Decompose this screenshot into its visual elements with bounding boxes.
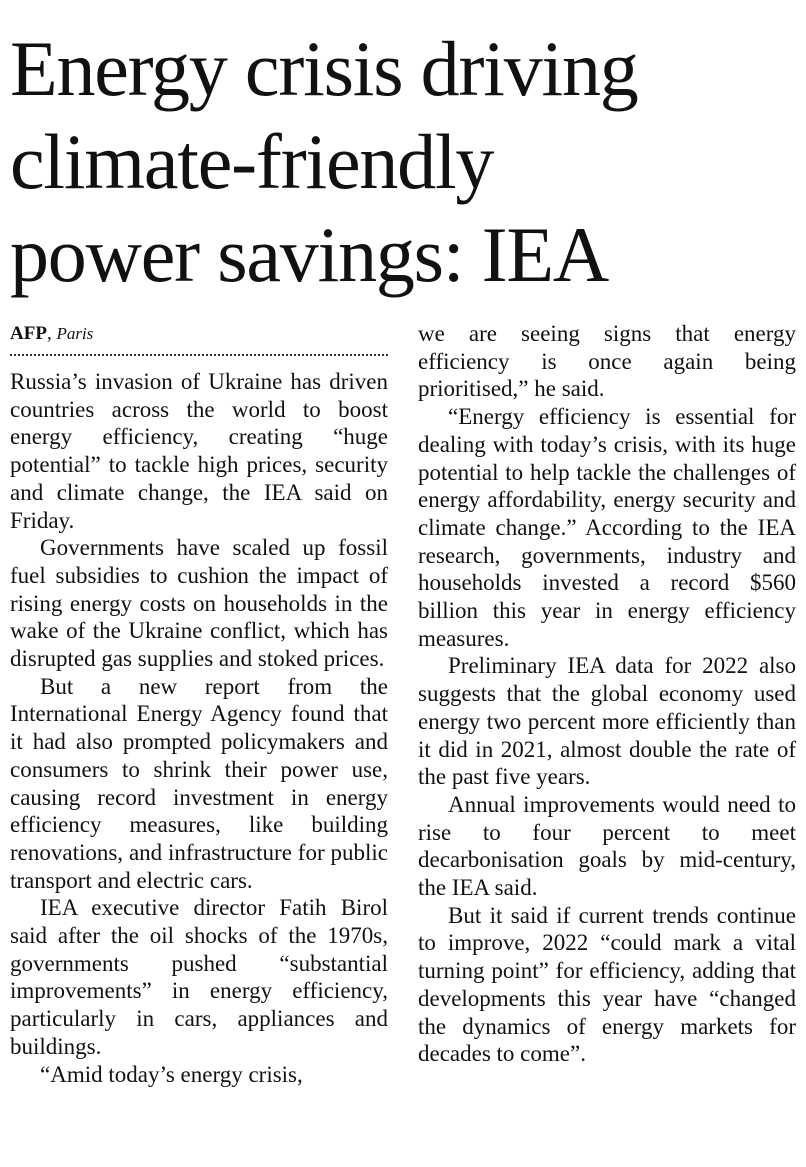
byline-agency: AFP <box>10 323 47 344</box>
article-paragraph: Russia’s invasion of Ukraine has driven countries across the world to boost energy efficiency, creating “huge potential” to tackle high prices, security and climate change, the IEA said on Friday. <box>10 369 388 533</box>
article-column-right <box>418 320 796 1068</box>
article-column-left <box>10 320 388 1088</box>
article-paragraph: Preliminary IEA data for 2022 also suggests that the global economy used energy two percent more efficiently than it did in 2021, almost double the rate of the past five years. <box>418 653 796 790</box>
article-paragraph: But it said if current trends continue to improve, 2022 “could mark a vital turning point” for efficiency, adding that developments this year have “changed the dynamics of energy markets for decades to come”. <box>418 902 796 1067</box>
byline-separator: , <box>46 323 57 344</box>
headline-line: power savings: IEA <box>10 211 608 298</box>
article-paragraph: Governments have scaled up fossil fuel subsidies to cushion the impact of rising energy costs on households in the wake of the Ukraine conflict, which has disrupted gas supplies and stoked prices. <box>10 535 388 672</box>
headline <box>10 22 800 301</box>
article-paragraph: Annual improvements would need to rise to four percent to meet decarbonisation goals by mid-century, the IEA said. <box>418 791 796 901</box>
article-paragraph: “Amid today’s energy crisis, <box>40 1061 303 1087</box>
article-paragraph: But a new report from the International Energy Agency found that it had also prompted policymakers and consumers to shrink their power use, causing record investment in energy efficiency measures, like building renovations, and infrastructure for public transport and electric cars. <box>10 673 388 893</box>
byline-divider <box>10 354 388 356</box>
article-paragraph: we are seeing signs that energy efficiency is once again being prioritised,” he said. <box>418 321 796 402</box>
article-paragraph: IEA executive director Fatih Birol said after the oil shocks of the 1970s, governments pushed “substantial improvements” in energy efficiency, particularly in cars, appliances and buildings. <box>10 895 388 1059</box>
headline-line: Energy crisis driving <box>10 25 638 112</box>
byline <box>10 320 388 348</box>
headline-line: climate-friendly <box>10 118 494 205</box>
article-paragraph: “Energy efficiency is essential for dealing with today’s crisis, with its huge potential to help tackle the challenges of energy affordability, energy security and climate change.” According to the IEA research, governments, industry and households invested a record $560 billion this year in energy efficiency measures. <box>418 404 796 651</box>
byline-location: Paris <box>56 324 94 343</box>
